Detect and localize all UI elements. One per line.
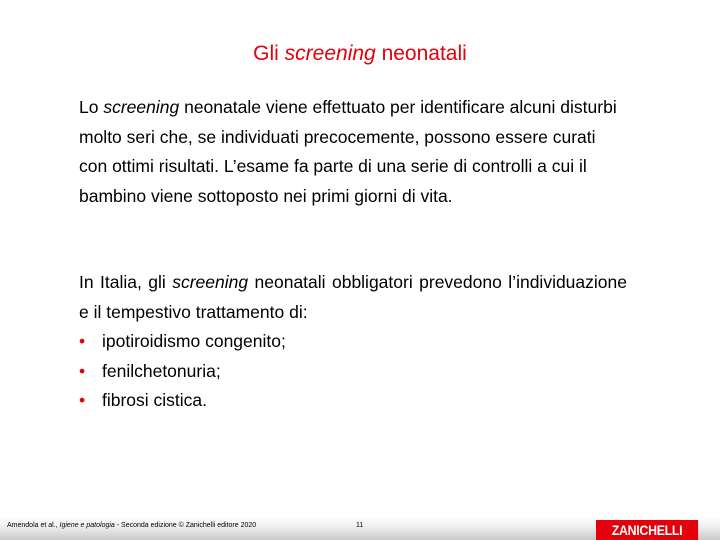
paragraph-line [79, 97, 555, 117]
list-item-text: ipotiroidismo congenito; [102, 331, 286, 351]
paragraph-screening-list [79, 268, 627, 416]
bullet-list [79, 327, 627, 416]
list-item-text: fibrosi cistica. [102, 390, 208, 410]
list-item [79, 357, 627, 387]
slide-title [0, 42, 720, 66]
text-run: In Italia, gli [79, 272, 173, 292]
paragraph-line: l’individuazione e il tempestivo trattamento di: [79, 272, 627, 322]
credit-run: - Seconda edizione © Zanichelli editore 2020 [114, 522, 257, 529]
title-rest: neonatali [375, 42, 467, 65]
list-item-text: fenilchetonuria; [102, 360, 221, 381]
title-italic: screening [284, 42, 376, 65]
paragraph-line: sottoposto nei primi giorni di vita. [197, 185, 453, 206]
list-item [79, 386, 627, 416]
zanichelli-logo: ZANICHELLI [596, 520, 698, 540]
text-run: neonatali obbligatori prevedono [248, 272, 502, 292]
text-run: neonatale viene effettuato per identificare alcuni [179, 97, 556, 117]
list-item [79, 327, 627, 357]
paragraph-line: essere curati con ottimi risultati. [79, 126, 596, 176]
bullet-icon: • [79, 331, 86, 351]
credit-book-title: Igiene e patologia [59, 522, 115, 529]
title-normal: Gli [253, 42, 285, 65]
bullet-icon: • [79, 390, 86, 410]
credit-run: Amendola et al., [7, 522, 60, 529]
paragraph-intro [79, 93, 627, 211]
text-run: Lo [79, 97, 104, 117]
page-number: 11 [356, 522, 364, 529]
bullet-icon: • [79, 360, 86, 381]
paragraph-line [79, 272, 502, 292]
text-run-italic: screening [172, 272, 249, 292]
text-run-italic: screening [103, 97, 180, 117]
paragraph-line: L’esame fa parte di una serie di controlli a cui il bambino viene [79, 156, 587, 206]
paragraph-line: disturbi molto seri che, se individuati precocemente, possono [79, 97, 617, 147]
footer-credit [7, 522, 256, 529]
